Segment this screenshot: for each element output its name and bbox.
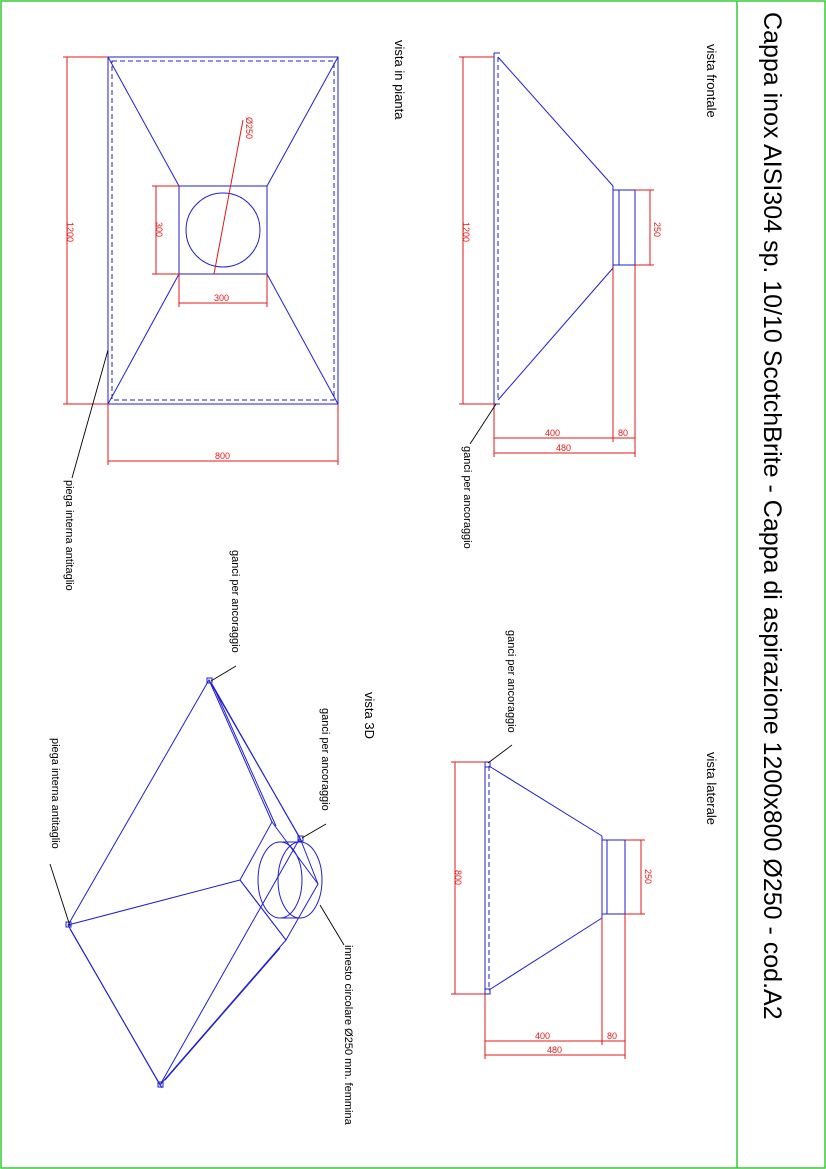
dim-480-front: 480 — [556, 443, 572, 453]
plan-collar-square — [179, 186, 267, 274]
dim-phi250-plan: Ø250 — [244, 117, 254, 140]
iso-collar-inner — [258, 842, 302, 918]
label-ganci-front: ganci per ancoraggio — [461, 446, 473, 549]
dim-250-front: 250 — [652, 222, 662, 238]
dim-80-front: 80 — [618, 428, 629, 438]
dim-300-horizontal: 300 — [214, 293, 230, 303]
dim-400-side: 400 — [535, 1031, 551, 1041]
plan-collar-circle — [186, 193, 260, 267]
dim-480-side: 480 — [547, 1045, 563, 1055]
label-piega-plan: piega interna antitaglio — [63, 480, 75, 591]
view-label-pianta: vista in pianta — [392, 40, 407, 120]
plan-fold-rect — [112, 61, 334, 400]
view-label-3d: vista 3D — [362, 692, 377, 739]
label-ganci-3d-mid: ganci per ancoraggio — [319, 708, 331, 811]
dim-800-plan: 800 — [215, 451, 231, 461]
label-ganci-side: ganci per ancoraggio — [505, 630, 517, 733]
label-innesto-3d: innesto circolare Ø250 mm. femmina — [342, 945, 354, 1125]
dim-1200-front: 1200 — [461, 222, 471, 243]
side-collar — [602, 840, 625, 914]
label-ganci-3d-top: ganci per ancoraggio — [229, 550, 241, 653]
sheet-border — [1, 1, 825, 1168]
dim-1200-plan: 1200 — [65, 222, 75, 243]
view-label-frontale: vista frontale — [704, 44, 719, 118]
dim-250-side: 250 — [643, 869, 653, 885]
iso-rim — [68, 680, 300, 1085]
iso-view — [49, 550, 354, 1126]
plan-outer-rect — [108, 57, 338, 404]
plan-view — [63, 57, 338, 591]
dim-800-side: 800 — [453, 870, 463, 886]
dim-400-front: 400 — [545, 428, 561, 438]
front-collar — [613, 190, 635, 265]
dim-300-vertical: 300 — [154, 222, 164, 238]
dim-80-side: 80 — [607, 1031, 618, 1041]
label-piega-3d: piega interna antitaglio — [49, 738, 61, 849]
drawing-title: Cappa inox AISI304 sp. 10/10 ScotchBrite - Cappa di aspirazione 1200x800 Ø250 - cod.A2 — [758, 12, 786, 1020]
view-label-laterale: vista laterale — [704, 752, 719, 825]
side-view — [451, 630, 653, 1059]
front-view — [459, 53, 662, 549]
